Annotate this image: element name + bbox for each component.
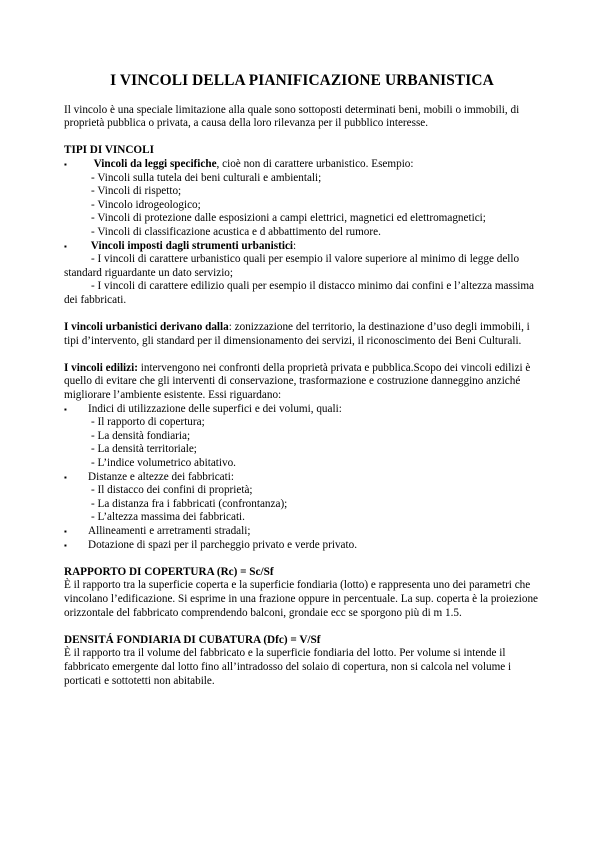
bullet-icon: ▪ — [64, 527, 67, 536]
sub-item: - I vincoli di carattere urbanistico quali per esempio il valore superiore al minimo di legge dello standard riguardante un dato servizio; — [64, 253, 520, 279]
derivano-lead: I vincoli urbanistici derivano dalla — [64, 321, 229, 334]
edilizi-item-4-text: Dotazione di spazi per il parcheggio privato e verde privato. — [88, 538, 358, 551]
tipi-item-2-title: Vincoli imposti dagli strumenti urbanistici — [90, 239, 294, 252]
rapporto-body: È il rapporto tra la superficie coperta e la superficie fondiaria (lotto) e rappresenta uno dei parametri che vincolano l’edificazione. Si esprime in una frazione oppure in percentuale. La sup. coperta è la proiezione orizzontale del fabbricato comprendendo balconi, grondaie ecc se sporgono più di m 1.5. — [64, 579, 539, 619]
sub-item: - L’altezza massima dei fabbricati. — [91, 511, 245, 524]
edilizi-item-1-text: Indici di utilizzazione delle superfici e dei volumi, quali: — [88, 402, 342, 415]
sub-item: - Vincoli di protezione dalle esposizioni a campi elettrici, magnetici ed elettromagnetici; — [91, 212, 486, 225]
tipi-item-1-sublist — [64, 172, 540, 240]
bullet-icon: ▪ — [64, 241, 67, 251]
sub-item: - Vincoli di classificazione acustica e d abbattimento del rumore. — [91, 225, 381, 238]
tipi-heading: TIPI DI VINCOLI — [64, 144, 154, 157]
edilizi-item-1-sublist — [64, 416, 540, 470]
edilizi-item-4 — [64, 539, 540, 553]
bullet-icon: ▪ — [64, 159, 67, 169]
edilizi-item-2 — [64, 471, 540, 485]
document-page — [64, 72, 540, 688]
tipi-item-1-title: Vincoli da leggi specifiche — [93, 157, 217, 170]
densita-heading: DENSITÁ FONDIARIA DI CUBATURA (Dfc) = V/Sf — [64, 633, 321, 646]
tipi-item-2-rest: : — [293, 239, 297, 252]
sub-item: - La distanza fra i fabbricati (confrontanza); — [91, 497, 288, 510]
edilizi-lead: I vincoli edilizi: — [64, 361, 138, 374]
edilizi-paragraph — [64, 362, 540, 403]
derivano-paragraph — [64, 321, 540, 348]
sub-item: - La densità territoriale; — [91, 443, 197, 456]
sub-item: - L’indice volumetrico abitativo. — [91, 457, 236, 470]
page-title: I VINCOLI DELLA PIANIFICAZIONE URBANISTICA — [110, 72, 494, 89]
edilizi-text: intervengono nei confronti della proprietà privata e pubblica.Scopo dei vincoli edilizi è quello di evitare che gli interventi di conservazione, trasformazione e costruzione danneggino anziché migliorare l’ambiente esistente. Essi riguardano: — [64, 361, 531, 402]
edilizi-item-3 — [64, 525, 540, 539]
edilizi-item-3-text: Allineamenti e arretramenti stradali; — [88, 525, 251, 537]
sub-item: - Il distacco dei confini di proprietà; — [91, 484, 253, 497]
derivano-text: : zonizzazione del territorio, la destinazione d’uso degli immobili, i tipi d’intervento, gli standard per il dimensionamento dei servizi, il riconoscimento dei Beni Culturali. — [64, 321, 530, 347]
bullet-icon: ▪ — [64, 540, 67, 550]
tipi-item-1-rest: , cioè non di carattere urbanistico. Esempio: — [216, 157, 414, 170]
edilizi-item-2-text: Distanze e altezze dei fabbricati: — [88, 470, 234, 483]
densita-body: È il rapporto tra il volume del fabbricato e la superficie fondiaria del lotto. Per volume si intende il fabbricato emergente dal lotto fino all’intradosso del solaio di copertura, non si calcola nel volume i porticati e sottotetti non abitabile. — [64, 647, 512, 687]
intro-paragraph: Il vincolo è una speciale limitazione alla quale sono sottoposti determinati beni, mobili o immobili, di proprietà pubblica o privata, a causa della loro rilevanza per il pubblico interesse. — [64, 103, 520, 130]
sub-item: - Vincoli sulla tutela dei beni culturali e ambientali; — [91, 171, 322, 184]
sub-item: - Vincolo idrogeologico; — [91, 198, 201, 211]
tipi-item-1 — [64, 158, 540, 172]
sub-item: - Il rapporto di copertura; — [91, 416, 205, 429]
sub-item: - Vincoli di rispetto; — [91, 185, 182, 198]
edilizi-item-1 — [64, 403, 540, 417]
bullet-icon: ▪ — [64, 404, 67, 414]
edilizi-item-2-sublist — [64, 484, 540, 525]
sub-item: - I vincoli di carattere edilizio quali per esempio il distacco minimo dai confini e l’altezza massima dei fabbricati. — [64, 280, 534, 306]
bullet-icon: ▪ — [64, 472, 67, 482]
rapporto-heading: RAPPORTO DI COPERTURA (Rc) = Sc/Sf — [64, 565, 274, 578]
tipi-item-2 — [64, 240, 540, 254]
sub-item: - La densità fondiaria; — [91, 429, 191, 442]
